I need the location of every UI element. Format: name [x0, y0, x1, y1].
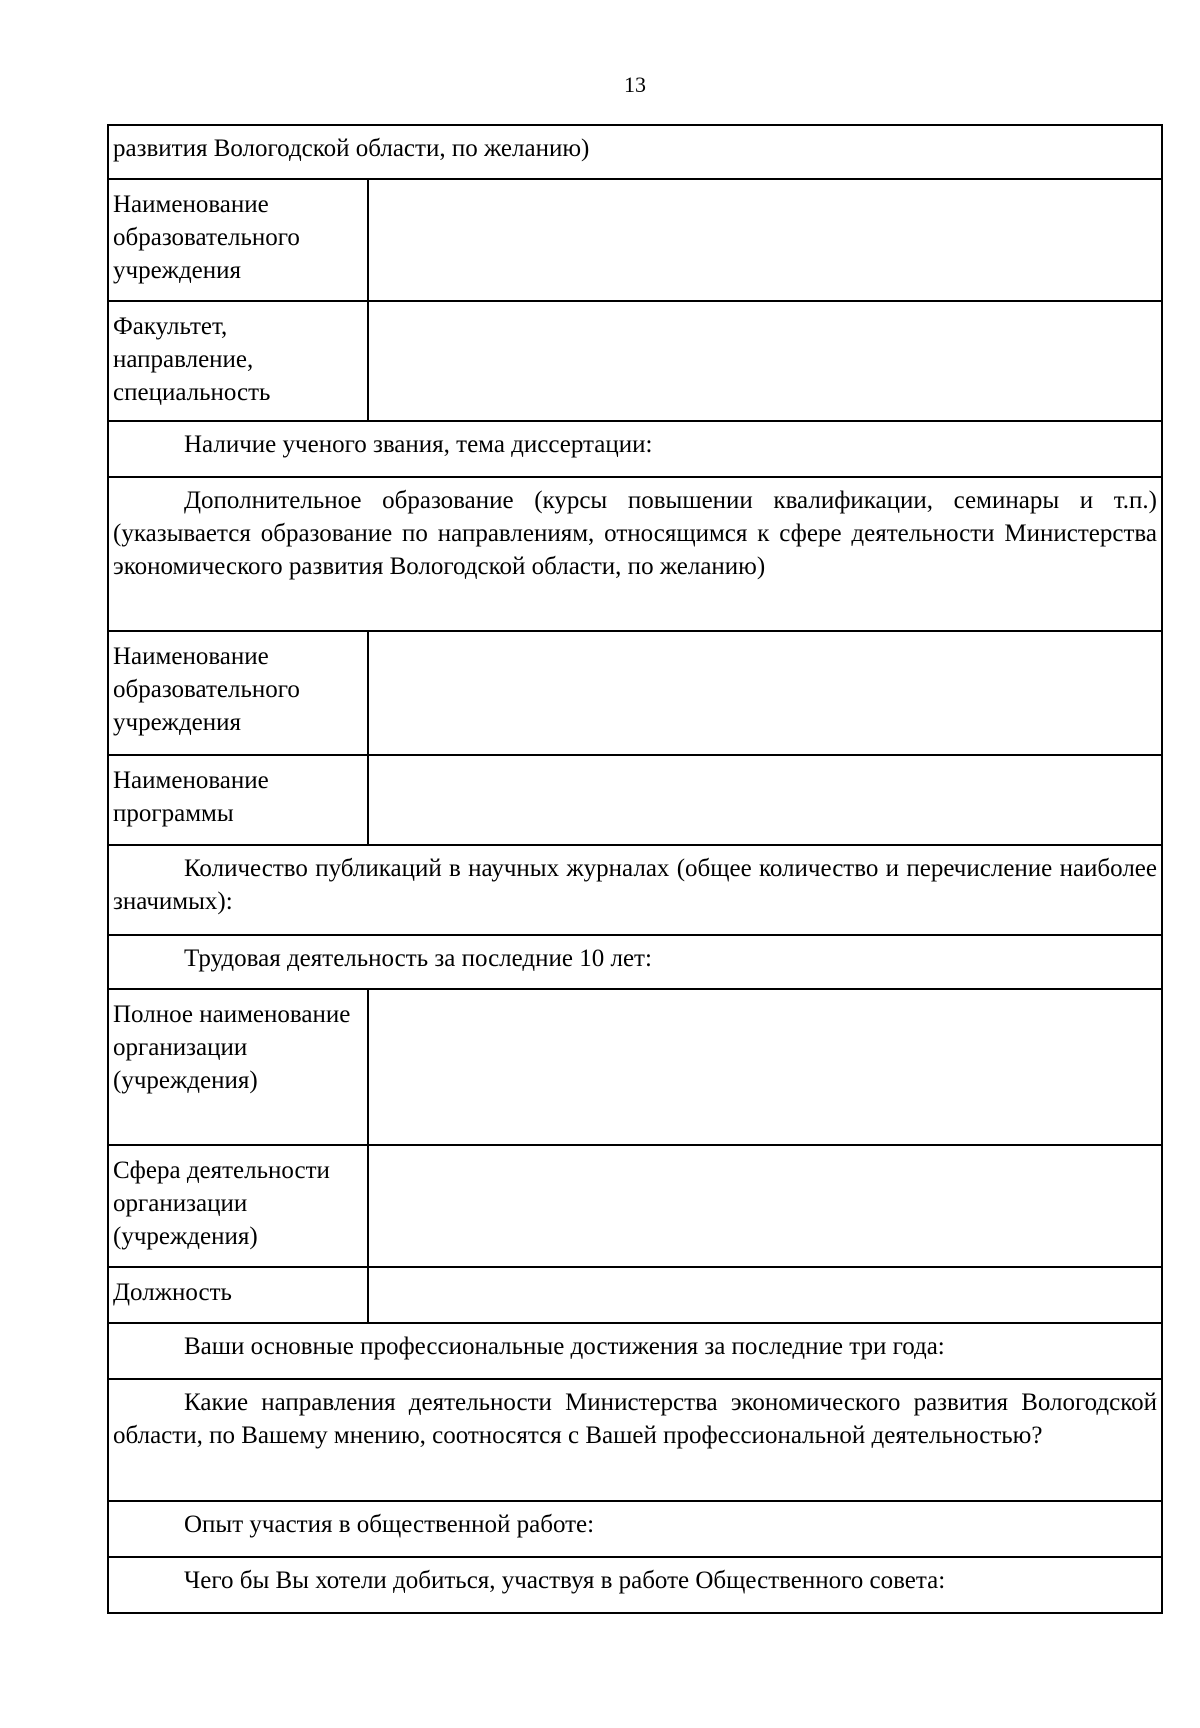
activity-sphere-field[interactable]: [369, 1146, 1161, 1266]
table-row: [109, 422, 1161, 478]
faculty-field[interactable]: [369, 302, 1161, 420]
table-row: [109, 1502, 1161, 1558]
organization-name-field[interactable]: [369, 990, 1161, 1144]
institution-name-field[interactable]: [369, 180, 1161, 300]
table-row: [109, 478, 1161, 632]
achievements-heading: Ваши основные профессиональные достижения за последние три года:: [184, 1333, 945, 1360]
additional-institution-field[interactable]: [369, 632, 1161, 754]
table-row: [109, 632, 1161, 756]
additional-institution-label: Наименование образовательного учреждения: [109, 632, 369, 754]
continued-text: развития Вологодской области, по желанию): [113, 135, 590, 162]
program-name-label: Наименование программы: [109, 756, 369, 844]
table-row: [109, 756, 1161, 846]
table-row: [109, 936, 1161, 990]
ministry-directions-heading: Какие направления деятельности Министерства экономического развития Вологодской области, по Вашему мнению, соотносятся с Вашей профессиональной деятельностью?: [113, 1389, 1157, 1449]
position-field[interactable]: [369, 1268, 1161, 1322]
table-row: [109, 990, 1161, 1146]
questionnaire-table: [107, 124, 1163, 1614]
faculty-label: Факультет, направление, специальность: [109, 302, 369, 420]
table-row: [109, 126, 1161, 180]
table-row: [109, 1268, 1161, 1324]
table-row: [109, 1324, 1161, 1380]
council-goals-heading: Чего бы Вы хотели добиться, участвуя в работе Общественного совета:: [184, 1567, 946, 1594]
table-row: [109, 1380, 1161, 1502]
activity-sphere-label: Сфера деятельности организации (учреждения): [109, 1146, 369, 1266]
work-history-heading: Трудовая деятельность за последние 10 лет:: [184, 945, 652, 972]
program-name-field[interactable]: [369, 756, 1161, 844]
table-row: [109, 180, 1161, 302]
table-row: [109, 1558, 1161, 1612]
institution-name-label: Наименование образовательного учреждения: [109, 180, 369, 300]
organization-name-label: Полное наименование организации (учреждения): [109, 990, 369, 1144]
publications-heading: Количество публикаций в научных журналах (общее количество и перечисление наиболее значимых):: [113, 855, 1157, 915]
academic-title-heading: Наличие ученого звания, тема диссертации:: [184, 431, 653, 458]
table-row: [109, 1146, 1161, 1268]
table-row: [109, 302, 1161, 422]
public-work-heading: Опыт участия в общественной работе:: [184, 1511, 595, 1538]
page-number: 13: [624, 72, 646, 97]
position-label: Должность: [109, 1268, 369, 1322]
additional-education-heading: Дополнительное образование (курсы повышении квалификации, семинары и т.п.) (указывается образование по направлениям, относящимся к сфере деятельности Министерства экономического развития Вологодской области, по желанию): [113, 487, 1157, 580]
table-row: [109, 846, 1161, 936]
